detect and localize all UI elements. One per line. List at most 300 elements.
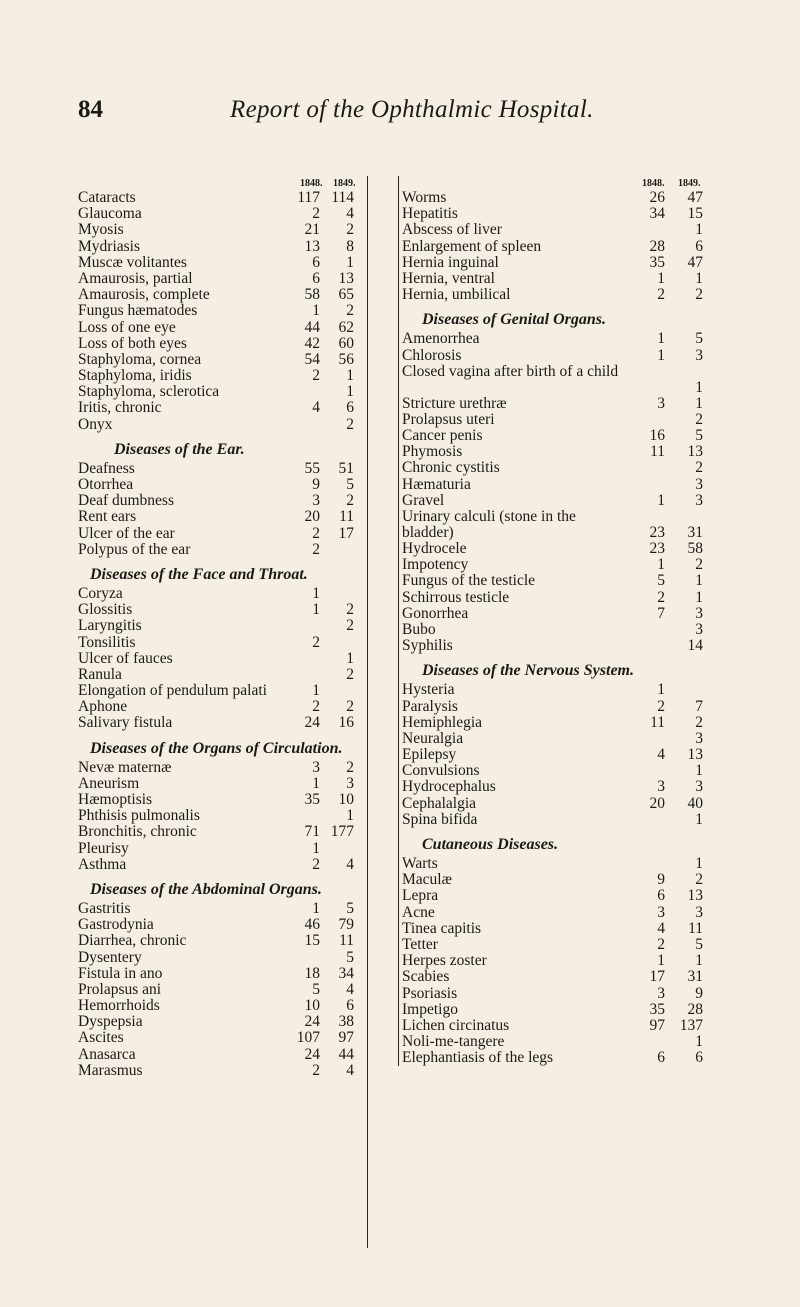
count-1849: 34: [338, 964, 354, 982]
table-row: [402, 509, 730, 541]
count-1849: 47: [687, 189, 703, 206]
table-row: [402, 1002, 730, 1018]
count-1849: 2: [695, 871, 703, 889]
count-1848: 6: [312, 269, 320, 287]
count-1849: 3: [695, 778, 703, 796]
count-1849: 7: [695, 697, 703, 715]
table-row: [402, 271, 730, 287]
count-1849: 8: [346, 237, 354, 255]
disease-name: Bubo: [402, 620, 436, 638]
table-row: [78, 461, 386, 477]
count-1849: 2: [346, 758, 354, 776]
count-1849: 28: [687, 1000, 703, 1018]
count-1848: 35: [649, 1000, 665, 1018]
disease-name: Abscess of liver: [402, 221, 502, 239]
table-row: [402, 969, 730, 985]
table-row: [78, 255, 386, 271]
count-1849: 1: [695, 762, 703, 780]
disease-name: Paralysis: [402, 697, 458, 715]
year-header-right: [402, 176, 730, 190]
disease-name: Fungus of the testicle: [402, 572, 536, 590]
count-1848: 16: [649, 427, 665, 445]
year-label-1848: 1848.: [300, 178, 323, 189]
disease-name: Chronic cystitis: [402, 459, 500, 477]
count-1848: 1: [312, 899, 320, 917]
table-row: [402, 921, 730, 937]
count-1849: 6: [346, 399, 354, 417]
disease-name: Staphyloma, iridis: [78, 367, 192, 385]
table-row: [402, 1034, 730, 1050]
disease-name: Ulcer of the ear: [78, 524, 175, 542]
count-1848: 6: [657, 887, 665, 905]
table-row: [402, 606, 730, 622]
disease-name: Myosis: [78, 221, 124, 239]
table-row: [78, 635, 386, 651]
table-row: [78, 352, 386, 368]
disease-name: Scabies: [402, 968, 450, 986]
table-row: [402, 682, 730, 698]
disease-name: Ulcer of fauces: [78, 649, 173, 667]
count-1848: 46: [304, 916, 320, 934]
disease-name: Chlorosis: [402, 346, 462, 364]
disease-name: Impotency: [402, 556, 469, 574]
count-1848: 4: [657, 919, 665, 937]
section-title: Diseases of the Ear.: [114, 440, 245, 458]
count-1849: 137: [679, 1016, 703, 1034]
count-1849: 2: [695, 556, 703, 574]
count-1849: 3: [695, 604, 703, 622]
table-row: [402, 763, 730, 779]
count-1848: 4: [657, 746, 665, 764]
table-row: [402, 731, 730, 747]
table-row: [402, 796, 730, 812]
table-row: [402, 953, 730, 969]
section-title: Diseases of the Nervous System.: [422, 662, 634, 680]
page-number: 84: [78, 96, 103, 123]
disease-name: Tinea capitis: [402, 919, 482, 937]
table-row: [402, 222, 730, 238]
count-1848: 2: [312, 633, 320, 651]
table-row: [78, 715, 386, 731]
count-1849: 5: [346, 899, 354, 917]
count-1849: 1: [695, 1033, 703, 1051]
count-1848: 6: [657, 1049, 665, 1067]
section-title: Diseases of Genital Organs.: [422, 311, 607, 329]
disease-name: Coryza: [78, 584, 123, 602]
table-row: [78, 417, 386, 433]
table-row: [402, 747, 730, 763]
table-row: [78, 841, 386, 857]
count-1848: 1: [312, 774, 320, 792]
table-row: [78, 493, 386, 509]
count-1849: 4: [346, 980, 354, 998]
disease-name: Nevæ maternæ: [78, 758, 172, 776]
disease-name: Acne: [402, 903, 435, 921]
disease-name: Prolapsus ani: [78, 980, 162, 998]
count-1849: 114: [331, 189, 354, 206]
table-row: [402, 444, 730, 460]
disease-name: Cephalalgia: [402, 794, 477, 812]
count-1848: 3: [657, 778, 665, 796]
count-1849: 4: [346, 855, 354, 873]
disease-name: Hysteria: [402, 681, 455, 699]
disease-name: Psoriasis: [402, 984, 458, 1002]
count-1849: 1: [695, 378, 703, 396]
disease-name: Maculæ: [402, 871, 452, 889]
disease-name: Warts: [402, 855, 438, 872]
disease-name: Phthisis pulmonalis: [78, 807, 200, 825]
disease-name: Pleurisy: [78, 839, 129, 857]
table-row: [402, 493, 730, 509]
table-row: [402, 812, 730, 828]
count-1848: 44: [304, 318, 320, 336]
count-1849: 2: [695, 459, 703, 477]
count-1849: 1: [695, 855, 703, 872]
count-1849: 6: [346, 997, 354, 1015]
disease-name: Worms: [402, 189, 447, 206]
disease-name: Otorrhea: [78, 476, 134, 493]
disease-name: Fistula in ano: [78, 964, 163, 982]
disease-name: Hydrocephalus: [402, 778, 496, 796]
count-1848: 23: [649, 524, 665, 541]
section-heading: [78, 558, 386, 586]
table-row: [402, 541, 730, 557]
count-1849: 4: [346, 1061, 354, 1079]
year-label-1849: 1849.: [678, 178, 701, 189]
count-1849: 1: [346, 383, 354, 401]
disease-name: Dysentery: [78, 948, 142, 966]
count-1849: 1: [695, 221, 703, 239]
count-1849: 177: [330, 823, 354, 841]
table-row: [402, 1018, 730, 1034]
disease-name: Stricture urethræ: [402, 394, 507, 412]
count-1849: 11: [339, 508, 354, 526]
count-1849: 1: [346, 649, 354, 667]
count-1848: 97: [649, 1016, 665, 1034]
disease-name: Tetter: [402, 935, 438, 953]
count-1849: 5: [346, 948, 354, 966]
disease-name: Staphyloma, cornea: [78, 350, 202, 368]
table-row: [402, 937, 730, 953]
count-1849: 47: [687, 253, 703, 271]
count-1848: 3: [657, 903, 665, 921]
table-row: [78, 239, 386, 255]
disease-name: Lepra: [402, 887, 439, 905]
table-row: [402, 905, 730, 921]
disease-name: Gravel: [402, 491, 445, 509]
section-heading: [78, 873, 386, 901]
count-1849: 97: [338, 1029, 354, 1047]
count-1848: 2: [312, 367, 320, 385]
table-row: [402, 779, 730, 795]
table-row: [78, 966, 386, 982]
disease-name: Bronchitis, chronic: [78, 823, 197, 841]
table-row: [78, 190, 386, 206]
table-row: [78, 206, 386, 222]
table-row: [78, 683, 386, 699]
table-row: [402, 872, 730, 888]
count-1848: 24: [304, 1045, 320, 1063]
count-1848: 9: [657, 871, 665, 889]
disease-name: Diarrhea, chronic: [78, 932, 187, 950]
disease-name: Convulsions: [402, 762, 480, 780]
disease-name: Dyspepsia: [78, 1013, 143, 1031]
count-1848: 2: [312, 1061, 320, 1079]
count-1848: 7: [657, 604, 665, 622]
table-row: [78, 602, 386, 618]
disease-name: Asthma: [78, 855, 127, 873]
year-label-1849: 1849.: [333, 178, 356, 189]
count-1849: 11: [339, 932, 354, 950]
count-1848: 1: [657, 681, 665, 699]
disease-name: Laryngitis: [78, 617, 142, 635]
count-1848: 107: [296, 1029, 320, 1047]
count-1848: 2: [312, 205, 320, 223]
count-1848: 1: [312, 584, 320, 602]
count-1848: 117: [297, 189, 320, 206]
table-row: [78, 792, 386, 808]
table-row: [78, 808, 386, 824]
count-1849: 10: [338, 791, 354, 808]
disease-name: Anasarca: [78, 1045, 136, 1063]
table-row: [78, 699, 386, 715]
count-1849: 3: [695, 620, 703, 638]
section-title: Diseases of the Face and Throat.: [90, 565, 308, 583]
count-1849: 2: [346, 221, 354, 239]
table-row: [402, 239, 730, 255]
disease-name: Hepatitis: [402, 205, 458, 223]
count-1848: 4: [312, 399, 320, 417]
count-1848: 21: [304, 221, 320, 239]
disease-name: Hernia, ventral: [402, 269, 495, 287]
table-row: [78, 509, 386, 525]
disease-name: Glaucoma: [78, 205, 142, 223]
column-divider: [367, 176, 368, 1248]
count-1848: 17: [649, 968, 665, 986]
disease-name: Staphyloma, sclerotica: [78, 383, 220, 401]
count-1849: 2: [346, 601, 354, 619]
count-1848: 10: [304, 997, 320, 1015]
disease-name: Impetigo: [402, 1000, 458, 1018]
disease-name: Cataracts: [78, 189, 136, 206]
section-heading: [78, 732, 386, 760]
disease-name: Hæmaturia: [402, 475, 471, 493]
section-title: Diseases of the Organs of Circulation.: [90, 739, 343, 757]
count-1849: 1: [346, 253, 354, 271]
count-1849: 13: [687, 746, 703, 764]
section-heading: [402, 828, 730, 856]
table-row: [78, 1047, 386, 1063]
table-row: [78, 667, 386, 683]
count-1848: 18: [304, 964, 320, 982]
page-header: [78, 96, 718, 136]
table-row: [78, 857, 386, 873]
section-title: Diseases of the Abdominal Organs.: [90, 880, 322, 898]
disease-name: Aneurism: [78, 774, 140, 792]
count-1849: 1: [695, 810, 703, 828]
count-1849: 2: [346, 302, 354, 320]
count-1848: 71: [304, 823, 320, 841]
count-1849: 5: [695, 427, 703, 445]
count-1849: 13: [687, 887, 703, 905]
table-row: [402, 287, 730, 303]
count-1848: 34: [649, 205, 665, 223]
disease-name: Hydrocele: [402, 540, 467, 557]
count-1848: 5: [312, 980, 320, 998]
table-row: [78, 950, 386, 966]
table-row: [78, 586, 386, 602]
disease-name: Gonorrhea: [402, 604, 469, 622]
table-row: [78, 933, 386, 949]
disease-name: Elephantiasis of the legs: [402, 1049, 554, 1067]
disease-name: Glossitis: [78, 601, 133, 619]
count-1849: 6: [695, 1049, 703, 1067]
count-1849: 2: [346, 698, 354, 716]
disease-name: Polypus of the ear: [78, 540, 191, 558]
count-1849: 31: [687, 968, 703, 986]
running-title: Report of the Ophthalmic Hospital.: [230, 96, 594, 123]
count-1848: 15: [304, 932, 320, 950]
table-row: [402, 699, 730, 715]
count-1848: 2: [657, 286, 665, 304]
disease-name: Herpes zoster: [402, 952, 487, 970]
count-1849: 2: [346, 415, 354, 433]
disease-name: Hernia, umbilical: [402, 286, 511, 304]
table-row: [402, 460, 730, 476]
count-1848: 6: [312, 253, 320, 271]
count-1849: 56: [338, 350, 354, 368]
disease-name: Hemiphlegia: [402, 713, 483, 731]
count-1849: 5: [695, 330, 703, 348]
disease-name: Tonsilitis: [78, 633, 136, 651]
count-1849: 17: [338, 524, 354, 542]
count-1849: 65: [338, 286, 354, 304]
table-row: [402, 622, 730, 638]
disease-name: Salivary fistula: [78, 714, 173, 732]
disease-name: Fungus hæmatodes: [78, 302, 198, 320]
table-row: [78, 824, 386, 840]
left-column-body: [78, 190, 386, 1079]
count-1848: 1: [657, 556, 665, 574]
table-row: [78, 917, 386, 933]
count-1849: 79: [338, 916, 354, 934]
disease-name: Marasmus: [78, 1061, 143, 1079]
count-1849: 16: [338, 714, 354, 732]
count-1848: 2: [312, 698, 320, 716]
count-1849: 13: [687, 443, 703, 461]
table-row: [402, 206, 730, 222]
count-1848: 26: [649, 189, 665, 206]
table-row: [78, 336, 386, 352]
count-1849: 1: [695, 394, 703, 412]
count-1849: 14: [687, 637, 703, 655]
count-1849: 3: [695, 346, 703, 364]
table-row: [78, 618, 386, 634]
table-row: [78, 477, 386, 493]
count-1849: 2: [695, 713, 703, 731]
count-1849: 3: [346, 774, 354, 792]
count-1849: 40: [687, 794, 703, 812]
count-1848: 2: [312, 524, 320, 542]
table-row: [78, 368, 386, 384]
disease-name: Amenorrhea: [402, 330, 480, 348]
count-1849: 5: [346, 476, 354, 493]
count-1849: 2: [346, 492, 354, 510]
count-1848: 20: [649, 794, 665, 812]
count-1849: 31: [687, 524, 703, 541]
count-1848: 1: [657, 346, 665, 364]
count-1849: 2: [695, 286, 703, 304]
disease-name: Deaf dumbness: [78, 492, 174, 510]
table-row: [402, 412, 730, 428]
count-1849: 13: [338, 269, 354, 287]
disease-name: Deafness: [78, 459, 135, 477]
table-row: [402, 888, 730, 904]
count-1848: 1: [657, 491, 665, 509]
year-label-1848: 1848.: [642, 178, 665, 189]
disease-name: Schirrous testicle: [402, 588, 510, 606]
table-row: [78, 776, 386, 792]
count-1849: 1: [346, 807, 354, 825]
table-row: [402, 428, 730, 444]
table-row: [402, 986, 730, 1002]
table-row: [78, 1063, 386, 1079]
count-1849: 4: [346, 205, 354, 223]
count-1848: 11: [650, 713, 665, 731]
table-row: [402, 477, 730, 493]
section-heading: [402, 303, 730, 331]
disease-name: Prolapsus uteri: [402, 410, 495, 428]
table-row: [78, 320, 386, 336]
count-1848: 35: [649, 253, 665, 271]
count-1848: 11: [650, 443, 665, 461]
table-row: [78, 271, 386, 287]
table-row: [78, 542, 386, 558]
count-1848: 2: [312, 540, 320, 558]
table-row: [78, 901, 386, 917]
count-1849: 3: [695, 491, 703, 509]
count-1848: 1: [312, 302, 320, 320]
count-1849: 38: [338, 1013, 354, 1031]
section-title: Cutaneous Diseases.: [422, 836, 559, 853]
table-row: [78, 303, 386, 319]
disease-name: Neuralgia: [402, 729, 464, 747]
disease-name: Elongation of pendulum palati: [78, 682, 267, 700]
table-row: [402, 715, 730, 731]
count-1849: 60: [338, 334, 354, 352]
count-1848: 20: [304, 508, 320, 526]
table-row: [402, 590, 730, 606]
count-1848: 1: [657, 330, 665, 348]
count-1848: 2: [657, 935, 665, 953]
disease-name: Amaurosis, complete: [78, 286, 210, 304]
count-1849: 11: [688, 919, 703, 937]
table-row: [402, 348, 730, 364]
table-row: [78, 526, 386, 542]
disease-name: Aphone: [78, 698, 128, 716]
table-row: [402, 573, 730, 589]
disease-name: Amaurosis, partial: [78, 269, 193, 287]
disease-name: Mydriasis: [78, 237, 140, 255]
table-row: [78, 384, 386, 400]
count-1848: 2: [312, 855, 320, 873]
count-1849: 15: [687, 205, 703, 223]
table-row: [402, 1050, 730, 1066]
disease-name: Spina bifida: [402, 810, 478, 828]
table-row: [78, 287, 386, 303]
table-row: [78, 1014, 386, 1030]
disease-name: Hemorrhoids: [78, 997, 160, 1015]
